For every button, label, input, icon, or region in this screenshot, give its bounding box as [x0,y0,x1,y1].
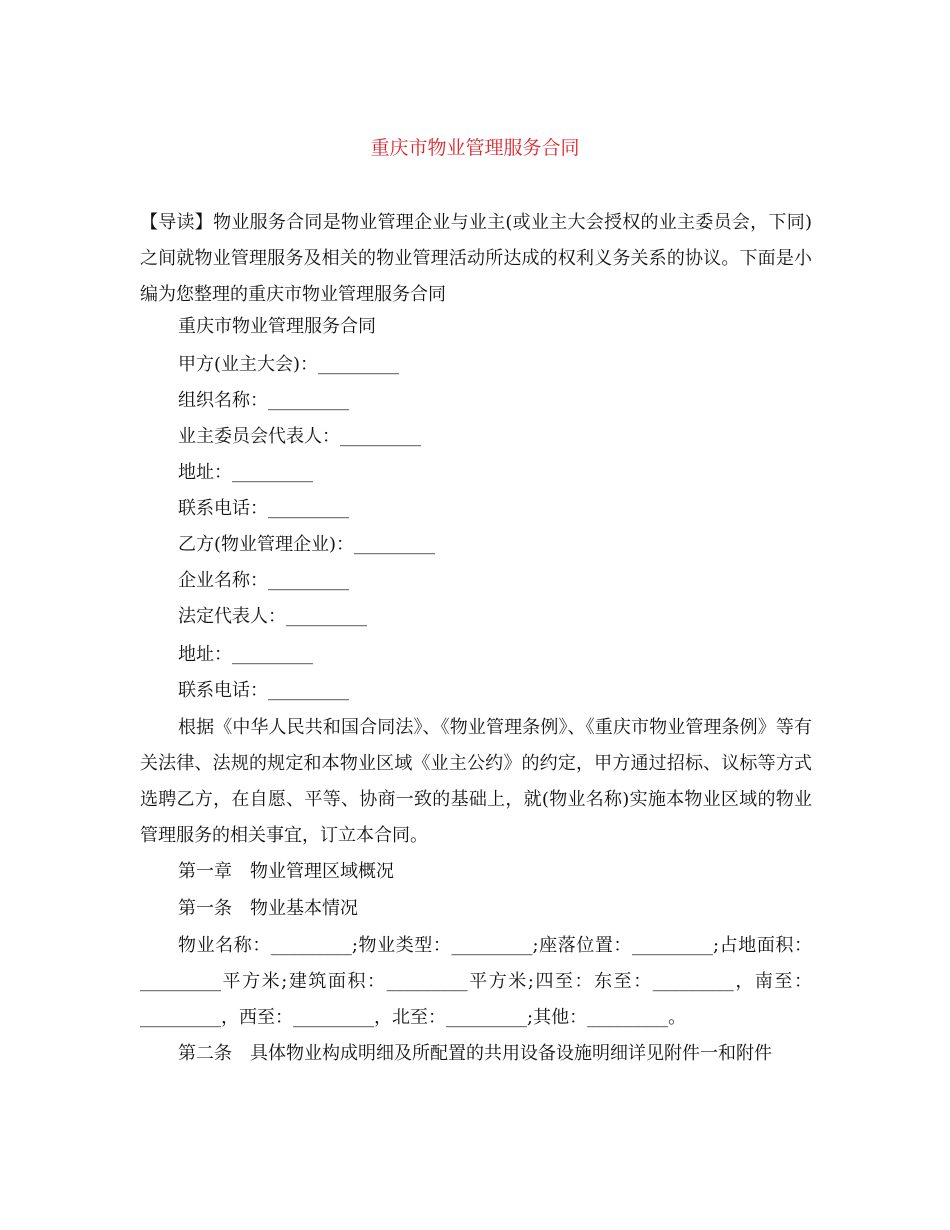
article-2-paragraph: 第二条 具体物业构成明细及所配置的共用设备设施明细详见附件一和附件 [178,1043,772,1064]
legal-representative-line: 法定代表人：_________ [178,606,367,627]
committee-representative-line: 业主委员会代表人：_________ [178,426,421,447]
organization-name-line: 组织名称：_________ [178,390,349,411]
article-1-heading: 第一条 物业基本情况 [178,898,358,919]
property-info-paragraph: 物业名称：_________;物业类型：_________;座落位置：_________;占地面积：_________平方米;建筑面积：_________平方米;四至：东至：_________，南至：_________，西至：_________，北至：_________;其他：_________。 [140,935,812,1028]
party-a-phone-line: 联系电话：_________ [178,498,349,519]
party-a-line: 甲方(业主大会)：_________ [178,354,400,375]
contract-heading: 重庆市物业管理服务合同 [178,316,376,337]
basis-paragraph: 根据《中华人民共和国合同法》、《物业管理条例》、《重庆市物业管理条例》等有关法律、法规的规定和本物业区域《业主公约》的约定，甲方通过招标、议标等方式选聘乙方，在自愿、平等、协商一致的基础上，就(物业名称)实施本物业区域的物业管理服务的相关事宜，订立本合同。 [140,717,812,846]
company-name-line: 企业名称：_________ [178,570,349,591]
chapter-1-heading: 第一章 物业管理区域概况 [178,861,394,882]
party-b-address-line: 地址：_________ [178,644,313,665]
intro-paragraph: 【导读】物业服务合同是物业管理企业与业主(或业主大会授权的业主委员会，下同)之间就物业管理服务及相关的物业管理活动所达成的权利义务关系的协议。下面是小编为您整理的重庆市物业管理服务合同 [140,212,812,305]
party-b-line: 乙方(物业管理企业)：_________ [178,534,436,555]
party-b-phone-line: 联系电话：_________ [178,680,349,701]
document-title: 重庆市物业管理服务合同 [370,137,580,159]
party-a-address-line: 地址：_________ [178,462,313,483]
